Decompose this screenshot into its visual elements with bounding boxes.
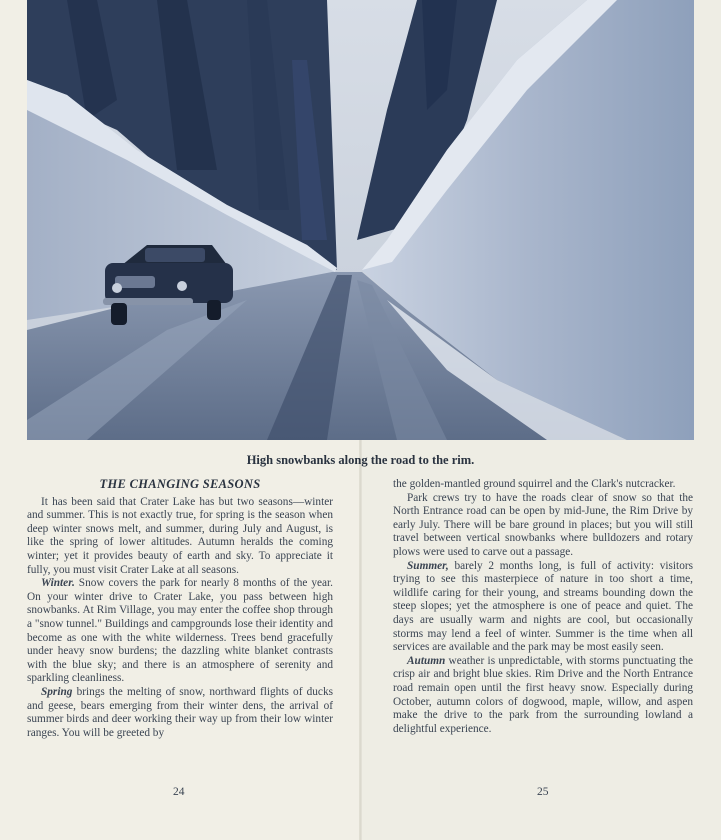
summer-text: barely 2 months long, is full of activity: visitors trying to see this masterpiece of nature in too short a time, wildlife caring for their young, and streams bounding down the steep slopes; yet the atmosphere is one of peace and quiet. The days are usually warm and nights are cool, but occasionally storms may lend a feel of winter. Summer is the time when all services are available and the park may be most easily seen.: [393, 559, 693, 654]
summer-paragraph: [393, 560, 693, 655]
left-column: [27, 478, 333, 740]
spring-lead: Spring: [41, 685, 73, 698]
park-crews-paragraph: Park crews try to have the roads clear of snow so that the North Entrance road can be open by mid-June, the Rim Drive by early July. There will be bare ground in places; but you will still travel between vertical snowbanks where bulldozers and rotary plows were used to carve out a passage.: [393, 491, 693, 558]
spring-continued-paragraph: the golden-mantled ground squirrel and the Clark's nutcracker.: [393, 478, 676, 490]
autumn-paragraph: [393, 655, 693, 737]
spring-text: brings the melting of snow, northward flights of ducks and geese, bears emerging from their winter dens, the arrival of summer birds and deer working their way up from their low winter ranges. You will be greeted by: [27, 685, 333, 739]
winter-paragraph: [27, 577, 333, 686]
right-column: [393, 478, 693, 736]
section-title: THE CHANGING SEASONS: [99, 477, 261, 491]
winter-text: Snow covers the park for nearly 8 months of the year. On your winter drive to Crater Lake, you pass between high snowbanks. At Rim Village, you may enter the coffee shop through a "snow tunnel." Buildings and campgrounds lose their identity and become as one with the white wilderness. Trees bend gracefully under heavy snow burdens; the dazzling white blanket contrasts with the blue sky; and there is an atmosphere of serenity and sparkling cleanliness.: [27, 577, 333, 685]
photo-caption: High snowbanks along the road to the rim.: [246, 453, 475, 467]
summer-lead: Summer,: [407, 559, 449, 572]
autumn-text: weather is unpredictable, with storms punctuating the crisp air and bright blue skies. Rim Drive and the North Entrance road remain open until the first heavy snow. Especially during October, autumn colors of dogwood, maple, willow, and aspen make the drive to the park from the surrounding lowland a delightful experience.: [393, 654, 693, 735]
page-number-right: 25: [537, 786, 549, 798]
autumn-lead: Autumn: [407, 654, 446, 667]
page-number-left: 24: [173, 786, 185, 798]
spring-paragraph: [27, 686, 333, 740]
intro-paragraph: It has been said that Crater Lake has but two seasons—winter and summer. This is not exactly true, for spring is the season when deep winter snows melt, and summer, during July and August, is like the spring of lower altitudes. Autumn heralds the coming winter; yet it provides beauty of earth and sky. To appreciate it fully, you must visit Crater Lake at all seasons.: [27, 495, 333, 576]
snowbank-road-photo: [27, 0, 694, 440]
winter-lead: Winter.: [41, 577, 75, 590]
